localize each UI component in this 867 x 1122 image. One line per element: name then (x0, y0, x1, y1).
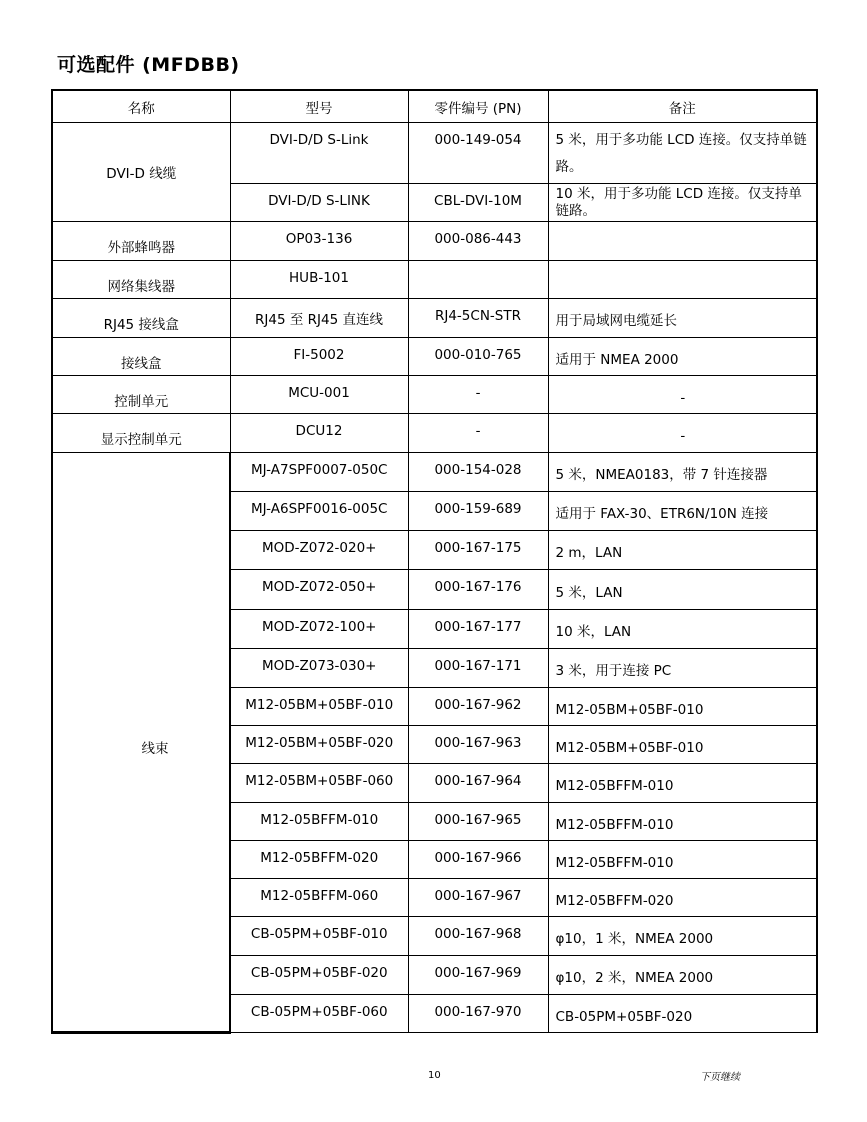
cell-pn: - (408, 414, 548, 453)
cell-note (548, 222, 817, 261)
cell-name: 控制单元 (52, 376, 230, 414)
header-model: 型号 (230, 90, 408, 123)
cell-model: CB-05PM+05BF-010 (230, 917, 408, 956)
continued-label: 下页继续 (700, 1072, 740, 1083)
cell-note: 2 m，LAN (548, 531, 817, 570)
cell-pn: 000-167-968 (408, 917, 548, 956)
cell-name: RJ45 接线盒 (52, 299, 230, 338)
cell-pn: 000-167-177 (408, 610, 548, 649)
cell-model: DVI-D/D S-Link (230, 123, 408, 184)
table-row (52, 299, 817, 338)
cell-model: MJ-A7SPF0007-050C (230, 453, 408, 492)
cell-pn: 000-167-964 (408, 764, 548, 803)
cell-pn: 000-149-054 (408, 123, 548, 184)
header-note: 备注 (548, 90, 817, 123)
cell-note: M12-05BFFM-010 (548, 841, 817, 879)
cell-pn: - (408, 376, 548, 414)
cell-pn: CBL-DVI-10M (408, 184, 548, 222)
table-header-row (52, 90, 817, 123)
cell-note: - (548, 414, 817, 453)
table-row (52, 414, 817, 453)
cell-note: M12-05BFFM-010 (548, 803, 817, 841)
header-name: 名称 (52, 90, 230, 123)
page-number: 10 (428, 1070, 441, 1081)
cell-pn: 000-159-689 (408, 492, 548, 531)
table-row (52, 261, 817, 299)
cell-model: DVI-D/D S-LINK (230, 184, 408, 222)
table-body (52, 123, 817, 1033)
cell-pn: 000-010-765 (408, 338, 548, 376)
cell-model: OP03-136 (230, 222, 408, 261)
cell-model: M12-05BFFM-010 (230, 803, 408, 841)
cell-pn: 000-086-443 (408, 222, 548, 261)
cell-model: MOD-Z072-100+ (230, 610, 408, 649)
cell-note: 5 米，用于多功能 LCD 连接。仅支持单链路。 (548, 123, 817, 184)
cell-note: 用于局域网电缆延长 (548, 299, 817, 338)
cell-pn: 000-167-969 (408, 956, 548, 995)
cell-note: φ10，1 米，NMEA 2000 (548, 917, 817, 956)
cell-note: M12-05BM+05BF-010 (548, 688, 817, 726)
cell-note (548, 261, 817, 299)
table-row (52, 376, 817, 414)
cell-name: 显示控制单元 (52, 414, 230, 453)
cell-name: DVI-D 线缆 (52, 123, 230, 222)
cell-model: M12-05BFFM-020 (230, 841, 408, 879)
cell-name: 外部蜂鸣器 (52, 222, 230, 261)
cell-note: M12-05BM+05BF-010 (548, 726, 817, 764)
table-row (52, 338, 817, 376)
cell-model: CB-05PM+05BF-020 (230, 956, 408, 995)
cell-model: RJ45 至 RJ45 直连线 (230, 299, 408, 338)
cell-model: MJ-A6SPF0016-005C (230, 492, 408, 531)
cell-model: CB-05PM+05BF-060 (230, 995, 408, 1033)
header-pn: 零件编号 (PN) (408, 90, 548, 123)
cell-model: M12-05BM+05BF-010 (230, 688, 408, 726)
cell-note: CB-05PM+05BF-020 (548, 995, 817, 1033)
cell-note: 5 米，NMEA0183，带 7 针连接器 (548, 453, 817, 492)
cell-pn: 000-167-966 (408, 841, 548, 879)
cell-note: M12-05BFFM-020 (548, 879, 817, 917)
table-row (52, 222, 817, 261)
cell-model: MOD-Z072-050+ (230, 570, 408, 610)
cell-pn (408, 261, 548, 299)
page-title: 可选配件 (MFDBB) (57, 54, 240, 76)
cell-pn: 000-167-962 (408, 688, 548, 726)
cell-model: M12-05BFFM-060 (230, 879, 408, 917)
cell-model: M12-05BM+05BF-060 (230, 764, 408, 803)
cell-note: 10 米，LAN (548, 610, 817, 649)
cell-pn: 000-154-028 (408, 453, 548, 492)
cell-note: 适用于 NMEA 2000 (548, 338, 817, 376)
cell-model: MOD-Z073-030+ (230, 649, 408, 688)
cell-model: FI-5002 (230, 338, 408, 376)
cell-note: 5 米，LAN (548, 570, 817, 610)
cell-model: M12-05BM+05BF-020 (230, 726, 408, 764)
cell-pn: 000-167-970 (408, 995, 548, 1033)
cell-name: 接线盒 (52, 338, 230, 376)
cell-note: 3 米，用于连接 PC (548, 649, 817, 688)
cell-note: M12-05BFFM-010 (548, 764, 817, 803)
cell-note: 10 米，用于多功能 LCD 连接。仅支持单链路。 (548, 184, 817, 222)
accessories-table (51, 89, 818, 1034)
cell-pn: 000-167-175 (408, 531, 548, 570)
cell-note: 适用于 FAX-30、ETR6N/10N 连接 (548, 492, 817, 531)
cell-model: MCU-001 (230, 376, 408, 414)
cell-note: φ10，2 米，NMEA 2000 (548, 956, 817, 995)
cell-name: 网络集线器 (52, 261, 230, 299)
cell-pn: 000-167-967 (408, 879, 548, 917)
cell-pn: 000-167-965 (408, 803, 548, 841)
table-row (52, 123, 817, 184)
table-row (52, 453, 817, 492)
cell-pn: RJ4-5CN-STR (408, 299, 548, 338)
cell-model: HUB-101 (230, 261, 408, 299)
cell-model: DCU12 (230, 414, 408, 453)
cell-name: 线束 (52, 453, 230, 1033)
cell-note: - (548, 376, 817, 414)
cell-pn: 000-167-176 (408, 570, 548, 610)
cell-model: MOD-Z072-020+ (230, 531, 408, 570)
cell-pn: 000-167-963 (408, 726, 548, 764)
cell-pn: 000-167-171 (408, 649, 548, 688)
